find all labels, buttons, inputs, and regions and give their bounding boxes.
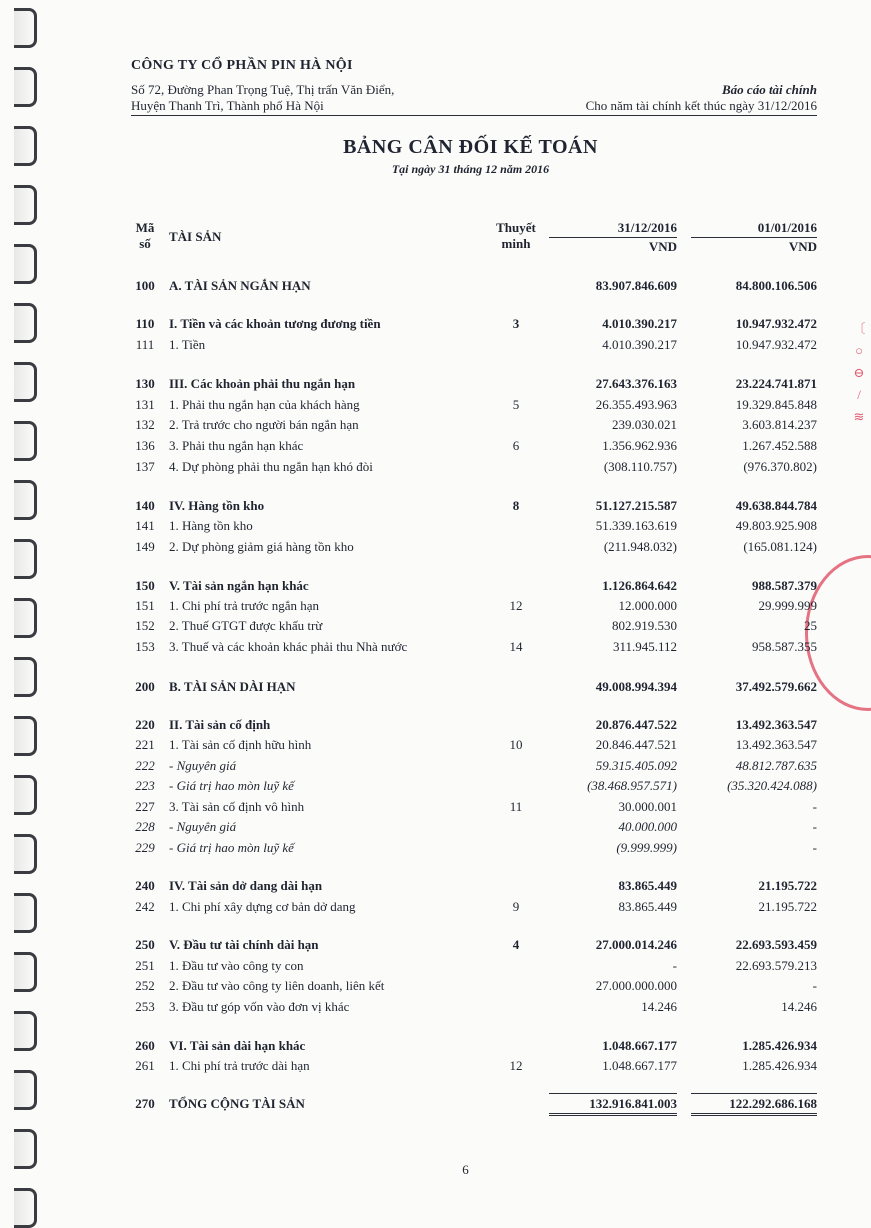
table-row [131, 935, 817, 955]
row-value-2016-01-01: 958.587.355 [752, 639, 817, 654]
table-row [131, 817, 817, 837]
table-row [131, 516, 817, 536]
table-row [131, 395, 817, 415]
table-row [131, 897, 817, 917]
binding-ring [14, 952, 37, 992]
table-row [131, 374, 817, 394]
row-note: 8 [512, 498, 520, 513]
row-code: 228 [135, 819, 155, 834]
row-value-2016-01-01: 10.947.932.472 [735, 337, 817, 352]
row-value-2016-12-31: 20.846.447.521 [595, 737, 677, 752]
row-code: 270 [135, 1096, 155, 1111]
company-name: CÔNG TY CỔ PHẦN PIN HÀ NỘI [131, 58, 353, 73]
row-code: 227 [135, 799, 155, 814]
row-value-2016-01-01: 22.693.593.459 [735, 937, 817, 952]
row-label: II. Tài sản cố định [169, 717, 271, 732]
row-label: 2. Thuế GTGT được khấu trừ [169, 618, 323, 633]
row-value-2016-12-31: 51.127.215.587 [595, 498, 677, 513]
row-value-2016-01-01: 22.693.579.213 [735, 958, 817, 973]
page-subtitle: Tại ngày 31 tháng 12 năm 2016 [391, 162, 550, 176]
table-row [131, 776, 817, 796]
binding-ring [14, 303, 37, 343]
row-code: 150 [135, 578, 155, 593]
row-label: 1. Tài sản cố định hữu hình [169, 737, 312, 752]
row-value-2016-01-01: 1.267.452.588 [742, 438, 817, 453]
row-label: V. Tài sản ngắn hạn khác [169, 578, 309, 593]
column-date-2: 01/01/2016 [757, 220, 817, 235]
row-label: - Nguyên giá [169, 758, 237, 773]
row-note: 4 [512, 937, 520, 952]
row-value-2016-12-31: 83.865.449 [618, 899, 677, 914]
table-row [131, 997, 817, 1017]
row-value-2016-12-31: 239.030.021 [612, 417, 677, 432]
row-value-2016-01-01: 1.285.426.934 [742, 1038, 817, 1053]
row-value-2016-12-31: - [672, 958, 677, 973]
row-value-2016-12-31: 83.907.846.609 [595, 278, 677, 293]
row-value-2016-01-01: - [812, 819, 817, 834]
table-row [131, 496, 817, 516]
row-note: 9 [512, 899, 520, 914]
row-value-2016-01-01: 48.812.787.635 [735, 758, 817, 773]
column-code-line2: số [139, 236, 151, 251]
row-code: 200 [135, 679, 155, 694]
binding-ring [14, 598, 37, 638]
binding-ring [14, 834, 37, 874]
row-value-2016-01-01: 23.224.741.871 [735, 376, 817, 391]
table-row [131, 735, 817, 755]
row-code: 250 [135, 937, 155, 952]
row-label: - Giá trị hao mòn luỹ kế [169, 840, 294, 855]
row-value-2016-12-31: 4.010.390.217 [602, 337, 677, 352]
row-note: 10 [509, 737, 523, 752]
binding-ring [14, 1070, 37, 1110]
column-note-line2: minh [501, 236, 531, 251]
row-value-2016-12-31: 20.876.447.522 [595, 717, 677, 732]
row-value-2016-12-31: 1.126.864.642 [602, 578, 677, 593]
row-value-2016-01-01: - [812, 799, 817, 814]
row-value-2016-01-01: 84.800.106.506 [735, 278, 817, 293]
row-value-2016-01-01: (35.320.424.088) [727, 778, 817, 793]
row-label: V. Đầu tư tài chính dài hạn [169, 937, 319, 952]
row-code: 110 [135, 316, 155, 331]
row-value-2016-12-31: 802.919.530 [612, 618, 677, 633]
row-value-2016-01-01: 10.947.932.472 [735, 316, 817, 331]
row-code: 229 [135, 840, 155, 855]
table-row [131, 436, 817, 456]
row-value-2016-12-31: 311.945.112 [612, 639, 677, 654]
binding-ring [14, 362, 37, 402]
row-value-2016-01-01: 13.492.363.547 [735, 737, 817, 752]
binding-ring [14, 8, 37, 48]
report-type: Báo cáo tài chính [722, 82, 817, 97]
row-note: 12 [509, 1058, 523, 1073]
row-code: 220 [135, 717, 155, 732]
row-label: 3. Đầu tư góp vốn vào đơn vị khác [169, 999, 350, 1014]
row-value-2016-01-01: (165.081.124) [743, 539, 817, 554]
column-currency-1: VND [648, 239, 677, 254]
table-row [131, 1056, 817, 1076]
row-value-2016-12-31: 30.000.001 [618, 799, 677, 814]
table-row [131, 756, 817, 776]
row-code: 131 [135, 397, 155, 412]
row-code: 151 [135, 598, 155, 613]
table-row [131, 616, 817, 636]
page-title: BẢNG CÂN ĐỐI KẾ TOÁN [343, 136, 598, 158]
table-row [131, 715, 817, 735]
row-value-2016-01-01: 14.246 [781, 999, 817, 1014]
total-rule-top-1 [549, 1093, 677, 1094]
binding-ring [14, 893, 37, 933]
row-value-2016-01-01: - [812, 840, 817, 855]
row-label: 1. Tiền [169, 337, 206, 352]
total-rule-bottom-1 [549, 1113, 677, 1116]
table-row [131, 1094, 817, 1114]
row-label: - Nguyên giá [169, 819, 237, 834]
binding-ring [14, 244, 37, 284]
table-row [131, 335, 817, 355]
binding-ring [14, 480, 37, 520]
row-value-2016-12-31: 12.000.000 [618, 598, 677, 613]
row-label: VI. Tài sản dài hạn khác [169, 1038, 306, 1053]
table-row [131, 415, 817, 435]
total-rule-bottom-2 [691, 1113, 817, 1116]
row-value-2016-01-01: 49.638.844.784 [735, 498, 817, 513]
row-label: IV. Tài sản dở dang dài hạn [169, 878, 323, 893]
table-row [131, 314, 817, 334]
row-label: I. Tiền và các khoản tương đương tiền [169, 316, 381, 331]
row-value-2016-12-31: (308.110.757) [603, 459, 677, 474]
row-label: III. Các khoản phải thu ngắn hạn [169, 376, 356, 391]
row-note: 12 [509, 598, 523, 613]
table-row [131, 876, 817, 896]
row-note: 5 [512, 397, 520, 412]
row-value-2016-01-01: 29.999.999 [758, 598, 817, 613]
address-line-1: Số 72, Đường Phan Trọng Tuệ, Thị trấn Văn Điển, [131, 82, 395, 97]
table-row [131, 637, 817, 657]
table-row [131, 677, 817, 697]
table-row [131, 457, 817, 477]
row-note: 3 [512, 316, 520, 331]
row-code: 111 [135, 337, 155, 352]
row-label: 1. Chi phí xây dựng cơ bản dở dang [169, 899, 356, 914]
binding-ring [14, 185, 37, 225]
row-value-2016-12-31: 132.916.841.003 [589, 1096, 677, 1111]
row-value-2016-01-01: 1.285.426.934 [742, 1058, 817, 1073]
row-label: 3. Tài sản cố định vô hình [169, 799, 305, 814]
row-value-2016-12-31: (38.468.957.571) [587, 778, 677, 793]
row-label: A. TÀI SẢN NGẮN HẠN [169, 278, 311, 293]
row-value-2016-12-31: 27.000.000.000 [595, 978, 677, 993]
header-rule-1 [549, 237, 677, 238]
row-value-2016-01-01: 49.803.925.908 [735, 518, 817, 533]
row-value-2016-01-01: - [812, 978, 817, 993]
row-label: 4. Dự phòng phải thu ngắn hạn khó đòi [169, 459, 373, 474]
column-date-1: 31/12/2016 [617, 220, 677, 235]
row-code: 141 [135, 518, 155, 533]
row-label: 1. Phải thu ngắn hạn của khách hàng [169, 397, 360, 412]
row-code: 261 [135, 1058, 155, 1073]
column-currency-2: VND [788, 239, 817, 254]
binding-ring [14, 67, 37, 107]
row-value-2016-01-01: 122.292.686.168 [729, 1096, 817, 1111]
row-value-2016-12-31: 1.048.667.177 [602, 1038, 677, 1053]
document-header [131, 58, 817, 116]
row-label: 2. Đầu tư vào công ty liên doanh, liên kết [169, 978, 385, 993]
table-row [131, 976, 817, 996]
row-label: 1. Chi phí trả trước ngắn hạn [169, 598, 320, 613]
row-value-2016-12-31: 27.643.376.163 [595, 376, 677, 391]
spiral-binding [0, 0, 44, 1200]
row-value-2016-01-01: 25 [804, 618, 817, 633]
row-note: 6 [512, 438, 520, 453]
row-code: 130 [135, 376, 155, 391]
binding-ring [14, 421, 37, 461]
total-rule-top-2 [691, 1093, 817, 1094]
row-value-2016-12-31: 83.865.449 [618, 878, 677, 893]
row-value-2016-01-01: 3.603.814.237 [742, 417, 817, 432]
row-value-2016-01-01: 19.329.845.848 [735, 397, 817, 412]
row-label: 2. Dự phòng giảm giá hàng tồn kho [169, 539, 354, 554]
row-value-2016-12-31: 27.000.014.246 [595, 937, 677, 952]
row-value-2016-12-31: 1.356.962.936 [602, 438, 677, 453]
binding-ring [14, 539, 37, 579]
binding-ring [14, 775, 37, 815]
page-number: 6 [462, 1162, 469, 1177]
row-value-2016-01-01: (976.370.802) [743, 459, 817, 474]
row-value-2016-12-31: (9.999.999) [616, 840, 677, 855]
row-value-2016-12-31: 49.008.994.394 [595, 679, 677, 694]
table-row [131, 956, 817, 976]
row-label: 1. Đầu tư vào công ty con [169, 958, 304, 973]
binding-ring [14, 1188, 37, 1228]
row-code: 240 [135, 878, 155, 893]
row-value-2016-12-31: 26.355.493.963 [595, 397, 677, 412]
row-code: 149 [135, 539, 155, 554]
row-value-2016-12-31: 51.339.163.619 [595, 518, 677, 533]
table-row [131, 596, 817, 616]
row-code: 252 [135, 978, 155, 993]
row-label: 3. Phải thu ngắn hạn khác [169, 438, 304, 453]
binding-ring [14, 657, 37, 697]
row-code: 260 [135, 1038, 155, 1053]
row-note: 11 [509, 799, 523, 814]
row-label: B. TÀI SẢN DÀI HẠN [169, 679, 296, 694]
row-value-2016-12-31: 1.048.667.177 [602, 1058, 677, 1073]
report-period: Cho năm tài chính kết thúc ngày 31/12/2016 [585, 98, 817, 113]
row-label: 1. Chi phí trả trước dài hạn [169, 1058, 310, 1073]
row-value-2016-01-01: 988.587.379 [752, 578, 817, 593]
row-code: 136 [135, 438, 155, 453]
row-code: 100 [135, 278, 155, 293]
row-code: 253 [135, 999, 155, 1014]
row-code: 153 [135, 639, 155, 654]
row-value-2016-01-01: 37.492.579.662 [735, 679, 817, 694]
row-value-2016-12-31: 59.315.405.092 [595, 758, 677, 773]
row-value-2016-01-01: 21.195.722 [758, 878, 817, 893]
address-line-2: Huyện Thanh Trì, Thành phố Hà Nội [131, 98, 324, 113]
column-code [131, 220, 159, 252]
binding-ring [14, 716, 37, 756]
row-code: 251 [135, 958, 155, 973]
column-note [481, 220, 551, 252]
row-value-2016-12-31: (211.948.032) [603, 539, 677, 554]
column-assets: TÀI SẢN [169, 229, 222, 244]
row-label: TỔNG CỘNG TÀI SẢN [169, 1096, 305, 1111]
row-label: 3. Thuế và các khoản khác phải thu Nhà nước [169, 639, 408, 654]
row-code: 137 [135, 459, 155, 474]
row-value-2016-01-01: 13.492.363.547 [735, 717, 817, 732]
table-row [131, 276, 817, 296]
row-code: 221 [135, 737, 155, 752]
table-row [131, 537, 817, 557]
row-code: 222 [135, 758, 155, 773]
row-value-2016-12-31: 14.246 [641, 999, 677, 1014]
row-label: - Giá trị hao mòn luỹ kế [169, 778, 294, 793]
header-rule-2 [691, 237, 817, 238]
row-code: 152 [135, 618, 155, 633]
row-code: 140 [135, 498, 155, 513]
table-row [131, 1036, 817, 1056]
table-row [131, 838, 817, 858]
row-value-2016-01-01: 21.195.722 [758, 899, 817, 914]
row-value-2016-12-31: 4.010.390.217 [602, 316, 677, 331]
row-value-2016-12-31: 40.000.000 [618, 819, 677, 834]
row-label: 1. Hàng tồn kho [169, 518, 253, 533]
row-code: 242 [135, 899, 155, 914]
table-row [131, 576, 817, 596]
seal-fragment: 〔 ○ ⊖ / ≋ [852, 321, 866, 424]
column-note-line1: Thuyết [496, 220, 536, 235]
table-row [131, 797, 817, 817]
row-code: 223 [135, 778, 155, 793]
column-code-line1: Mã [135, 220, 155, 235]
row-label: IV. Hàng tồn kho [169, 498, 265, 513]
row-label: 2. Trả trước cho người bán ngắn hạn [169, 417, 359, 432]
row-note: 14 [509, 639, 523, 654]
binding-ring [14, 1011, 37, 1051]
row-code: 132 [135, 417, 155, 432]
